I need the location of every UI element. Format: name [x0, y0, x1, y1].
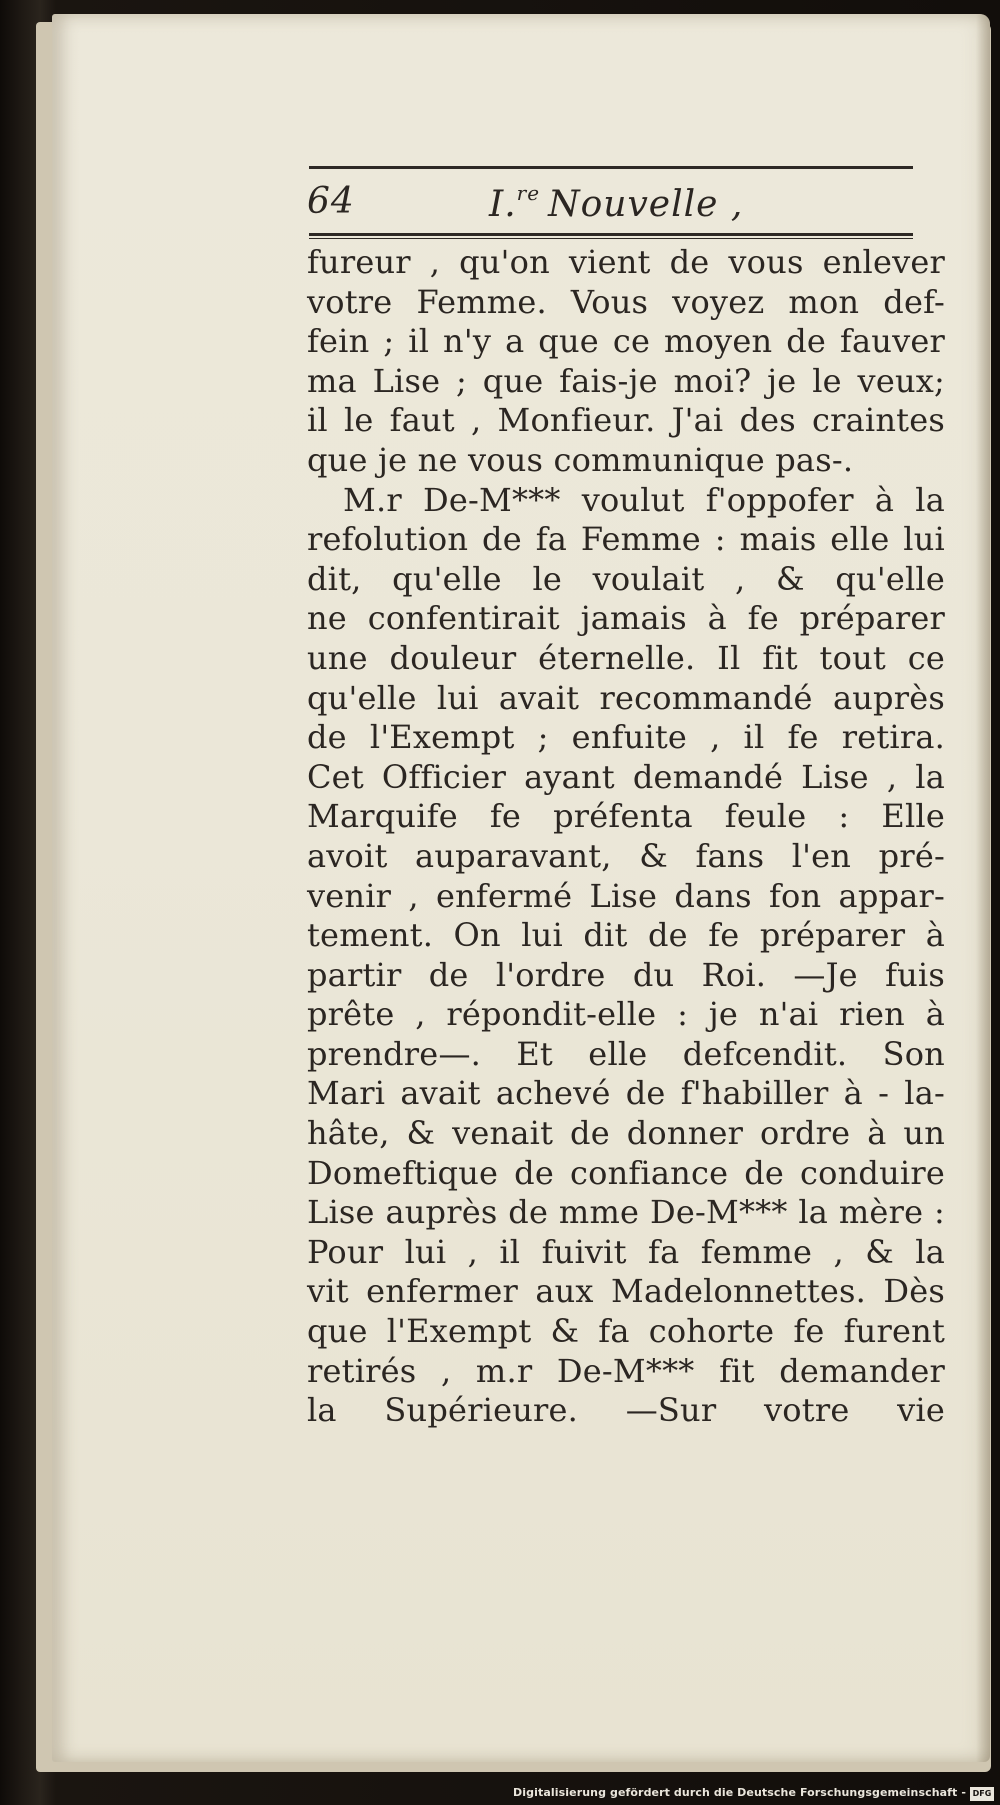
text-line: qu'elle lui avait recommandé auprès [307, 678, 945, 717]
text-line: de l'Exempt ; enfuite , il fe retira. [307, 718, 945, 757]
digitization-credit: Digitalisierung gefördert durch die Deutsche Forschungsgemeinschaft - [513, 1786, 966, 1799]
text-line: hâte, & venait de donner ordre à un [307, 1114, 945, 1153]
text-line: il le faut , Monfieur. J'ai des craintes [307, 401, 945, 440]
page-header [307, 169, 945, 233]
text-line: M.r De-M*** voulut f'oppofer à la [343, 480, 945, 519]
text-line: tement. On lui dit de fe préparer à [307, 916, 945, 955]
text-line: Cet Officier ayant demandé Lise , la [307, 757, 945, 796]
text-line: fein ; il n'y a que ce moyen de fauver [307, 322, 945, 361]
running-title-sup: re [516, 181, 541, 205]
text-line: que l'Exempt & fa cohorte fe furent [307, 1312, 945, 1351]
text-line: Domeftique de confiance de conduire [307, 1153, 945, 1192]
page-edge-shade [976, 14, 990, 1762]
text-line: que je ne vous communique pas-. [307, 440, 854, 479]
text-line: une douleur éternelle. Il fit tout ce [307, 638, 945, 677]
text-line: refolution de fa Femme : mais elle lui [307, 520, 945, 559]
text-line: vit enfermer aux Madelonnettes. Dès [307, 1272, 945, 1311]
text-line: ma Lise ; que fais-je moi? je le veux; [307, 361, 945, 400]
text-line: dit, qu'elle le voulait , & qu'elle [307, 559, 945, 598]
running-title-prefix: I. [489, 184, 517, 225]
text-line: Mari avait achevé de f'habiller à - la- [307, 1074, 945, 1113]
text-line: votre Femme. Vous voyez mon def- [307, 282, 945, 321]
text-line: prête , répondit-elle : je n'ai rien à [307, 995, 945, 1034]
text-block [307, 166, 945, 1431]
text-line: ne confentirait jamais à fe préparer [307, 599, 945, 638]
text-line: Marquife fe préfenta feule : Elle [307, 797, 945, 836]
header-rule-bottom [309, 233, 913, 239]
text-line: partir de l'ordre du Roi. —Je fuis [307, 955, 945, 994]
text-line: venir , enfermé Lise dans fon appar- [307, 876, 945, 915]
running-title [489, 181, 743, 225]
text-line: Lise auprès de mme De-M*** la mère : [307, 1193, 945, 1232]
text-line: la Supérieure. —Sur votre vie [307, 1391, 945, 1430]
dfg-logo: DFG [970, 1787, 994, 1801]
text-line: Pour lui , il fuivit fa femme , & la [307, 1232, 945, 1271]
text-line: fureur , qu'on vient de vous enlever [307, 243, 945, 281]
page-number: 64 [307, 181, 355, 222]
text-line: retirés , m.r De-M*** fit demander [307, 1351, 945, 1390]
text-line: prendre—. Et elle defcendit. Son [307, 1034, 945, 1073]
text-line: avoit auparavant, & fans l'en pré- [307, 836, 945, 875]
running-title-text: Nouvelle , [548, 184, 744, 225]
